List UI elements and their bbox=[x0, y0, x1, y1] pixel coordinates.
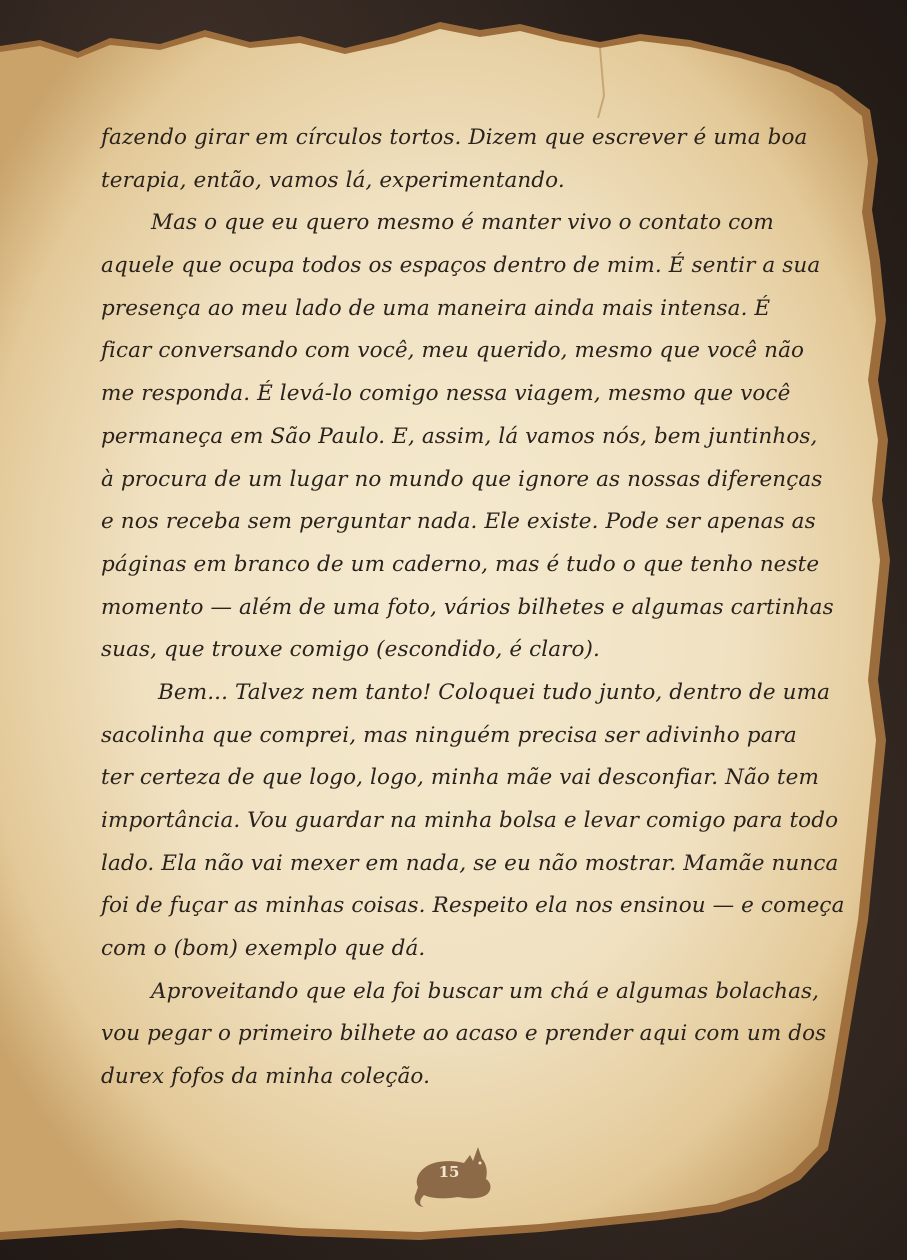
text-line: páginas em branco de um caderno, mas é tudo o que tenho neste bbox=[101, 551, 820, 577]
text-line: momento — além de uma foto, vários bilhetes e algumas cartinhas bbox=[101, 594, 834, 620]
text-line: vou pegar o primeiro bilhete ao acaso e prender aqui com um dos bbox=[101, 1021, 827, 1047]
text-line: presença ao meu lado de uma maneira ainda mais intensa. É bbox=[101, 295, 771, 321]
text-line: com o (bom) exemplo que dá. bbox=[101, 936, 426, 962]
text-line: durex fofos da minha coleção. bbox=[101, 1064, 431, 1090]
text-line: Mas o que eu quero mesmo é manter vivo o contato com bbox=[151, 210, 774, 236]
text-line: terapia, então, vamos lá, experimentando. bbox=[101, 167, 565, 193]
text-line: Bem... Talvez nem tanto! Coloquei tudo junto, dentro de uma bbox=[158, 679, 831, 705]
text-line: aquele que ocupa todos os espaços dentro de mim. É sentir a sua bbox=[101, 253, 821, 279]
text-line: foi de fuçar as minhas coisas. Respeito ela nos ensinou — e começa bbox=[101, 893, 845, 919]
text-line: sacolinha que comprei, mas ninguém precisa ser adivinho para bbox=[101, 722, 797, 748]
page-text bbox=[101, 117, 845, 1099]
page-number: 15 bbox=[438, 1163, 460, 1181]
text-line: Aproveitando que ela foi buscar um chá e algumas bolachas, bbox=[151, 978, 820, 1004]
text-line: à procura de um lugar no mundo que ignore as nossas diferenças bbox=[101, 466, 823, 492]
text-line: fazendo girar em círculos tortos. Dizem que escrever é uma boa bbox=[101, 125, 808, 150]
text-line: ter certeza de que logo, logo, minha mãe vai desconfiar. Não tem bbox=[101, 765, 819, 791]
text-line: me responda. É levá-lo comigo nessa viagem, mesmo que você bbox=[101, 381, 791, 407]
text-line: e nos receba sem perguntar nada. Ele existe. Pode ser apenas as bbox=[101, 509, 816, 535]
text-line: suas, que trouxe comigo (escondido, é claro). bbox=[101, 637, 600, 663]
text-line: ficar conversando com você, meu querido, mesmo que você não bbox=[101, 338, 805, 364]
text-line: permaneça em São Paulo. E, assim, lá vamos nós, bem juntinhos, bbox=[101, 423, 818, 449]
text-line: lado. Ela não vai mexer em nada, se eu não mostrar. Mamãe nunca bbox=[101, 850, 839, 876]
text-line: importância. Vou guardar na minha bolsa e levar comigo para todo bbox=[101, 808, 839, 833]
